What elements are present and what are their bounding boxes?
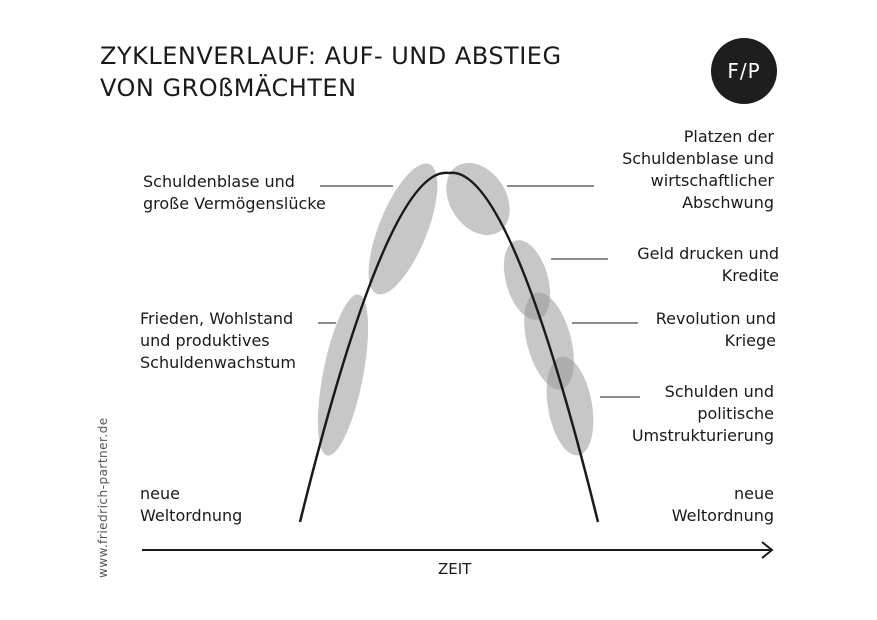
title-line-1: ZYKLENVERLAUF: AUF- UND ABSTIEG: [100, 42, 562, 70]
phase-ellipse-frieden: [308, 291, 379, 460]
title-line-2: VON GROßMÄCHTEN: [100, 74, 357, 102]
website-watermark: www.friedrich-partner.de: [96, 417, 110, 578]
time-axis: [142, 542, 772, 558]
phase-ellipse-blase: [355, 155, 452, 303]
phase-ellipse-platzen: [433, 151, 522, 247]
label-revolution: Revolution und Kriege: [655, 309, 776, 350]
axis-label-zeit: ZEIT: [438, 560, 472, 578]
label-neue-weltordnung-right: neue Weltordnung: [671, 484, 774, 525]
label-schulden-umstrukturierung: Schulden und politische Umstrukturierung: [631, 382, 774, 445]
label-schuldenblase: Schuldenblase und große Vermögenslücke: [143, 172, 326, 213]
label-geld-drucken: Geld drucken und Kredite: [637, 244, 779, 285]
label-frieden: Frieden, Wohlstand und produktives Schuldenwachstum: [140, 309, 296, 372]
logo: F/P: [711, 38, 777, 104]
label-neue-weltordnung-left: neue Weltordnung: [140, 484, 243, 525]
phase-highlights: [308, 151, 601, 459]
label-platzen: Platzen der Schuldenblase und wirtschaftlicher Abschwung: [622, 127, 774, 212]
